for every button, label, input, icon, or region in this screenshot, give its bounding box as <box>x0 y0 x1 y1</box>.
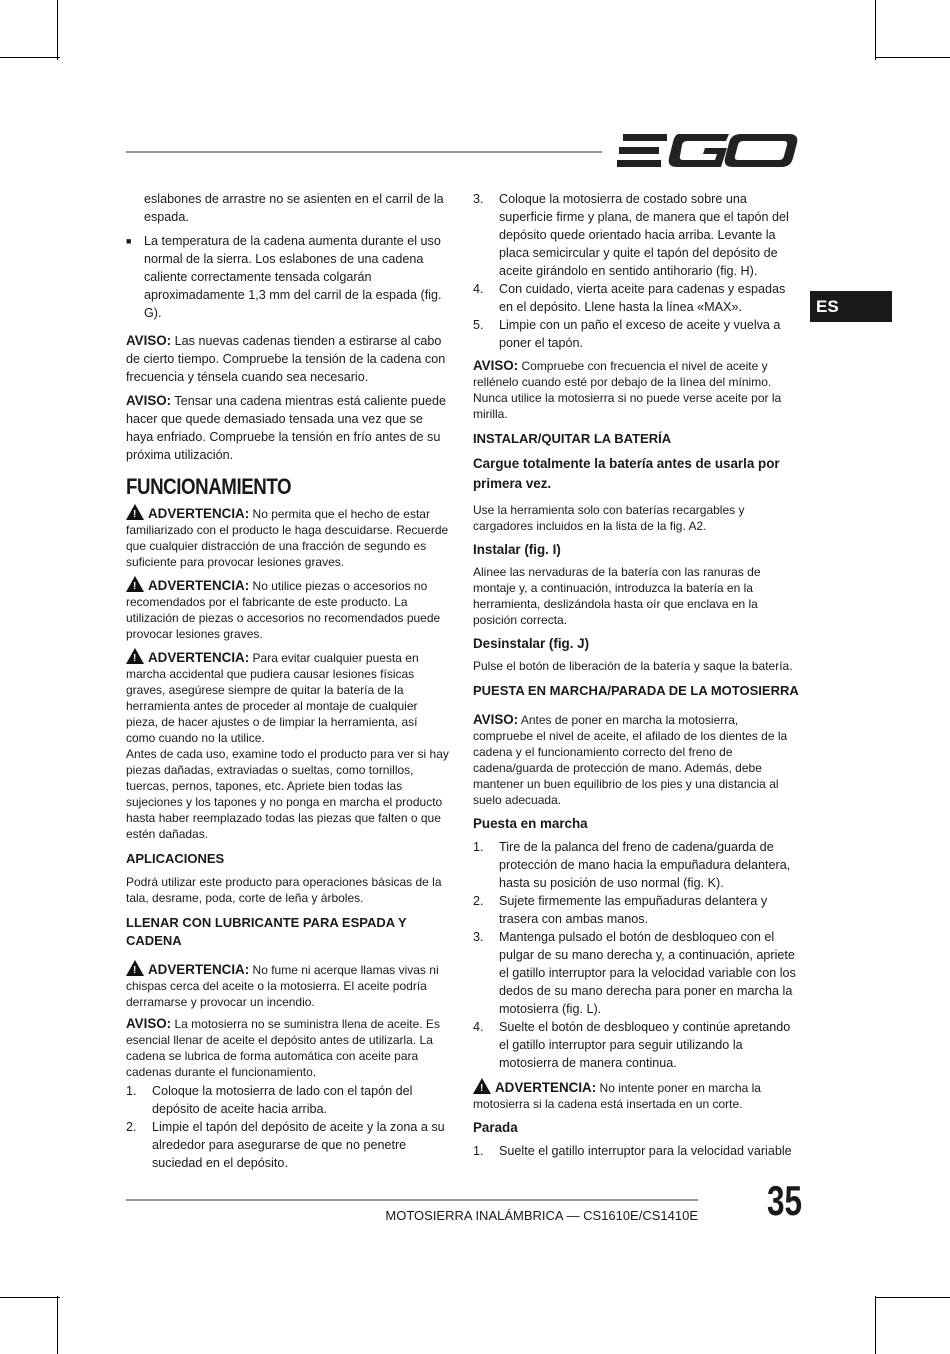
warning: !ADVERTENCIA: No fume ni acerque llamas vivas ni chispas cerca del aceite o la motosierra. El aceite podría derramarse y provocar un incendio. <box>126 960 450 1010</box>
paragraph: Pulse el botón de liberación de la batería y saque la batería. <box>473 659 793 673</box>
crop-mark <box>0 1297 60 1298</box>
footer-rule <box>126 1199 698 1201</box>
warning: !ADVERTENCIA: Para evitar cualquier puesta en marcha accidental que pudiera causar lesiones físicas graves, asegúrese siempre de quitar la batería de la herramienta antes de proceder al montaje de cualquier pieza, de hacer ajustes o de limpiar la herramienta, así como cuando no la utilice. <box>126 648 450 746</box>
crop-mark <box>875 0 876 60</box>
crop-mark <box>0 57 60 58</box>
bullet-text: La temperatura de la cadena aumenta durante el uso normal de la sierra. Los eslabones de una cadena caliente correctamente tensada colgarán aproximadamente 1,3 mm del carril de la espada (fig. G). <box>144 234 442 320</box>
notice: AVISO: Las nuevas cadenas tienden a estirarse al cabo de cierto tiempo. Compruebe la tensión de la cadena con frecuencia y ténsela cuando sea necesario. <box>126 333 446 384</box>
language-tab: ES <box>810 291 892 322</box>
warning-icon <box>126 576 144 592</box>
notice: AVISO: Compruebe con frecuencia el nivel de aceite y rellénelo cuando esté por debajo de la línea del mínimo. Nunca utilice la motosierra si no puede verse aceite por la mirilla. <box>473 358 782 421</box>
uninstall-title: Desinstalar (fig. J) <box>473 636 590 651</box>
step-item: 4. Suelte el botón de desbloqueo y continúe apretando el gatillo interruptor para seguir utilizando la motosierra de manera continua. <box>473 1020 791 1070</box>
crop-mark <box>875 1297 950 1298</box>
subsection-title: PUESTA EN MARCHA/PARADA DE LA MOTOSIERRA <box>473 683 799 698</box>
right-column <box>473 190 801 1160</box>
notice: AVISO: Antes de poner en marcha la motosierra, compruebe el nivel de aceite, el afilado de los dientes de la cadena y el funcionamiento correcto del freno de cadena/guarda de protección de mano. Además, debe mantener un buen equilibrio de los pies y una distancia al suelo adecuada. <box>473 712 788 807</box>
warning: !ADVERTENCIA: No utilice piezas o accesorios no recomendados por el fabricante de este producto. La utilización de piezas o accesorios no recomendados puede provocar lesiones graves. <box>126 576 450 642</box>
notice: AVISO: Tensar una cadena mientras está caliente puede hacer que quede demasiado tensada una vez que se haya enfriado. Compruebe la tensión en frío antes de su próxima utilización. <box>126 393 447 462</box>
header-rule <box>126 151 602 153</box>
step-item: 4. Con cuidado, vierta aceite para cadenas y espadas en el depósito. Llene hasta la línea «MAX». <box>473 282 786 314</box>
subsection-title: INSTALAR/QUITAR LA BATERÍA <box>473 431 672 446</box>
section-title: FUNCIONAMIENTO <box>126 474 292 499</box>
paragraph: Alinee las nervaduras de la batería con las ranuras de montaje y, a continuación, introduzca la batería en la herramienta, deslizándola hasta oír que enclava en la posición correcta. <box>473 565 761 627</box>
crop-mark <box>875 1296 876 1354</box>
paragraph: Podrá utilizar este producto para operaciones básicas de la tala, desrame, poda, corte de leña y árboles. <box>126 875 442 905</box>
bullet-item <box>126 232 450 322</box>
crop-mark <box>875 57 950 58</box>
warning-icon <box>126 504 144 520</box>
step-item: 1. Tire de la palanca del freno de cadena/guarda de protección de mano hacia la empuñadura delantera, hasta su posición de uso normal (fig. K). <box>473 840 791 890</box>
stop-title: Parada <box>473 1120 518 1135</box>
notice: AVISO: La motosierra no se suministra llena de aceite. Es esencial llenar de aceite el depósito antes de utilizarla. La cadena se lubrica de forma automática con aceite para cadenas durante el funcionamiento. <box>126 1016 440 1079</box>
subsection-title: LLENAR CON LUBRICANTE PARA ESPADA Y CADENA <box>126 915 407 948</box>
step-item: 2. Limpie el tapón del depósito de aceite y la zona a su alrededor para asegurarse de que no penetre suciedad en el depósito. <box>126 1120 445 1170</box>
paragraph: Use la herramienta solo con baterías recargables y cargadores incluidos en la lista de la fig. A2. <box>473 503 745 533</box>
warning-icon <box>473 1078 491 1094</box>
page-number: 35 <box>766 1177 802 1224</box>
warning: !ADVERTENCIA: No permita que el hecho de estar familiarizado con el producto le haga descuidarse. Recuerde que cualquier distracción de una fracción de segundo es suficiente para provocar lesiones graves. <box>126 504 450 570</box>
crop-mark <box>57 0 58 60</box>
square-bullet-icon: ■ <box>126 236 132 246</box>
start-title: Puesta en marcha <box>473 816 588 831</box>
brand-logo <box>617 130 801 172</box>
warning-icon <box>126 648 144 664</box>
step-item: 3. Coloque la motosierra de costado sobre una superficie firme y plana, de manera que el tapón del depósito quede orientado hacia arriba. Levante la placa semicircular y quite el tapón del depósito de aceite girándolo en sentido antihorario (fig. H). <box>473 192 789 278</box>
step-item: 5. Limpie con un paño el exceso de aceite y vuelva a poner el tapón. <box>473 318 781 350</box>
step-item: 3. Mantenga pulsado el botón de desbloqueo con el pulgar de su mano derecha y, a continuación, apriete el gatillo interruptor para la velocidad variable con los dedos de su mano derecha para poner en marcha la motosierra (fig. L). <box>473 930 796 1016</box>
warning: !ADVERTENCIA: No intente poner en marcha la motosierra si la cadena está insertada en un corte. <box>473 1078 801 1112</box>
continued-text: eslabones de arrastre no se asienten en el carril de la espada. <box>144 192 444 224</box>
install-title: Instalar (fig. I) <box>473 542 561 557</box>
step-item: 2. Sujete firmemente las empuñaduras delantera y trasera con ambas manos. <box>473 894 768 926</box>
subsection-title: APLICACIONES <box>126 851 225 866</box>
step-item: 1. Coloque la motosierra de lado con el tapón del depósito de aceite hacia arriba. <box>126 1084 413 1116</box>
warning-extra: Antes de cada uso, examine todo el producto para ver si hay piezas dañadas, extraviadas o sueltas, como tornillos, tuercas, pernos, tapones, etc. Apriete bien todas las sujeciones y los tapones y no ponga en marcha el producto hasta haber reemplazado todas las piezas que falten o que estén dañadas. <box>126 747 449 841</box>
warning-icon <box>126 960 144 976</box>
footer-text: MOTOSIERRA INALÁMBRICA — CS1610E/CS1410E <box>385 1208 698 1223</box>
crop-mark <box>57 1296 58 1354</box>
charge-note: Cargue totalmente la batería antes de usarla por primera vez. <box>473 456 780 491</box>
left-column <box>126 190 450 1172</box>
step-item: 1. Suelte el gatillo interruptor para la velocidad variable <box>473 1144 792 1158</box>
